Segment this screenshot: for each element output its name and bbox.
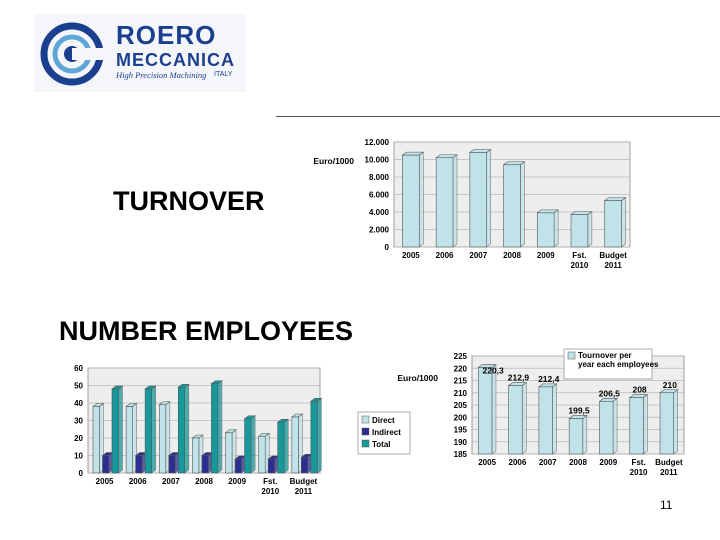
y-tick-label: 50	[74, 381, 83, 391]
x-tick-label: 2007	[161, 477, 180, 486]
y-tick-label: 185	[453, 450, 467, 459]
bar-total	[112, 386, 123, 473]
legend-label: year each employees	[578, 360, 659, 369]
y-axis-label: Euro/1000	[313, 156, 354, 166]
x-tick-label: 2011	[294, 487, 313, 496]
bar-total	[311, 398, 322, 473]
x-tick-label: 2011	[660, 468, 678, 477]
turnover-per-employee-chart	[388, 346, 688, 482]
x-tick-label: 2010	[261, 487, 280, 496]
y-tick-label: 12.000	[364, 138, 389, 147]
y-tick-label: 6.000	[368, 190, 389, 200]
data-label: 210	[662, 379, 677, 390]
bar-turnover	[605, 198, 626, 247]
bar-total	[178, 384, 189, 473]
x-tick-label: Budget	[289, 477, 318, 486]
x-tick-label: 2005	[401, 251, 420, 260]
x-tick-label: 2005	[95, 477, 114, 486]
bar-turnover-per-employee	[599, 398, 617, 454]
x-tick-label: 2006	[128, 477, 147, 486]
legend-swatch	[362, 440, 369, 447]
y-tick-label: 205	[453, 401, 467, 410]
legend-label: Tournover per	[578, 351, 632, 360]
legend-label: Direct	[372, 416, 395, 425]
data-label: 212,9	[507, 372, 530, 383]
bar-total	[211, 381, 222, 473]
y-tick-label: 190	[453, 437, 467, 447]
bar-turnover	[504, 162, 525, 247]
y-tick-label: 215	[453, 376, 467, 386]
logo-text-meccanica: MECCANICA	[116, 50, 235, 70]
y-tick-label: 210	[453, 388, 467, 398]
y-axis-label: Euro/1000	[397, 373, 438, 383]
x-tick-label: 2006	[508, 458, 527, 467]
y-tick-label: 10.000	[364, 155, 389, 165]
y-tick-label: 195	[453, 425, 467, 435]
x-tick-label: 2005	[478, 458, 497, 467]
bar-indirect	[268, 456, 279, 473]
bar-turnover-per-employee	[569, 415, 587, 454]
bar-turnover	[537, 210, 558, 247]
y-tick-label: 225	[453, 352, 467, 361]
y-tick-label: 220	[453, 364, 467, 374]
turnover-chart	[300, 132, 640, 280]
bar-indirect	[202, 453, 213, 474]
bar-direct	[226, 430, 237, 473]
bar-turnover-per-employee	[630, 395, 648, 454]
x-tick-label: 2011	[604, 261, 622, 270]
logo-country: ITALY	[214, 71, 233, 78]
bar-turnover-per-employee	[509, 383, 527, 454]
bar-turnover	[402, 152, 423, 247]
x-tick-label: 2009	[536, 251, 555, 260]
bar-indirect	[136, 453, 147, 474]
bar-turnover	[571, 212, 592, 247]
header-divider	[276, 116, 720, 117]
bar-indirect	[169, 453, 180, 474]
bar-total	[278, 419, 289, 473]
x-tick-label: 2007	[469, 251, 488, 260]
data-label: 208	[632, 384, 647, 395]
company-logo	[34, 14, 246, 92]
y-tick-label: 4.000	[368, 208, 389, 217]
bar-direct	[93, 404, 104, 474]
bar-turnover-per-employee	[539, 384, 557, 454]
y-tick-label: 0	[384, 243, 389, 252]
logo-tagline: High Precision Machining	[116, 70, 207, 80]
y-tick-label: 40	[74, 399, 83, 408]
bar-turnover	[436, 155, 457, 247]
legend-swatch	[568, 352, 575, 359]
y-tick-label: 200	[453, 413, 467, 423]
heading-employees: NUMBER EMPLOYEES	[59, 316, 354, 346]
bar-direct	[126, 404, 136, 474]
data-label: 206,5	[598, 388, 620, 399]
x-tick-label: Budget	[655, 458, 683, 467]
y-tick-label: 10	[74, 451, 83, 461]
data-label: 212,4	[538, 373, 560, 384]
x-tick-label: Fst.	[631, 458, 646, 467]
x-tick-label: 2010	[570, 261, 589, 270]
bar-turnover-per-employee	[660, 390, 678, 454]
x-tick-label: 2008	[569, 458, 587, 467]
y-tick-label: 2.000	[368, 225, 389, 235]
data-label: 199,5	[568, 405, 590, 416]
x-tick-label: 2006	[435, 251, 454, 260]
bar-direct	[159, 402, 170, 473]
data-label: 220,3	[482, 365, 504, 376]
bar-direct	[292, 414, 303, 473]
y-tick-label: 8.000	[368, 173, 389, 182]
logo-text-roero: ROERO	[116, 20, 217, 50]
y-tick-label: 0	[78, 469, 83, 478]
bar-turnover	[470, 150, 491, 248]
x-tick-label: 2010	[629, 468, 648, 477]
legend-label: Total	[372, 440, 391, 449]
x-tick-label: 2009	[599, 458, 618, 467]
logo-swirl-icon	[34, 14, 114, 92]
page-number: 11	[660, 498, 673, 512]
legend-swatch	[362, 416, 369, 423]
bar-total	[245, 416, 256, 473]
bar-indirect	[301, 454, 312, 473]
bar-direct	[259, 433, 270, 473]
x-tick-label: Fst.	[263, 477, 278, 486]
heading-turnover: TURNOVER	[113, 186, 265, 216]
x-tick-label: 2007	[538, 458, 557, 467]
y-tick-label: 30	[74, 416, 83, 426]
bar-direct	[192, 435, 203, 473]
legend	[564, 349, 659, 379]
legend-label: Indirect	[372, 428, 401, 437]
y-tick-label: 20	[74, 434, 83, 443]
x-tick-label: 2008	[503, 251, 521, 260]
legend-swatch	[362, 428, 369, 435]
bar-indirect	[235, 456, 246, 473]
x-tick-label: Fst.	[572, 251, 587, 260]
y-tick-label: 60	[74, 364, 83, 373]
x-tick-label: 2009	[228, 477, 247, 486]
bar-total	[145, 386, 156, 473]
bar-indirect	[103, 453, 114, 474]
x-tick-label: Budget	[599, 251, 627, 260]
x-tick-label: 2008	[195, 477, 213, 486]
bar-turnover-per-employee	[478, 365, 496, 454]
